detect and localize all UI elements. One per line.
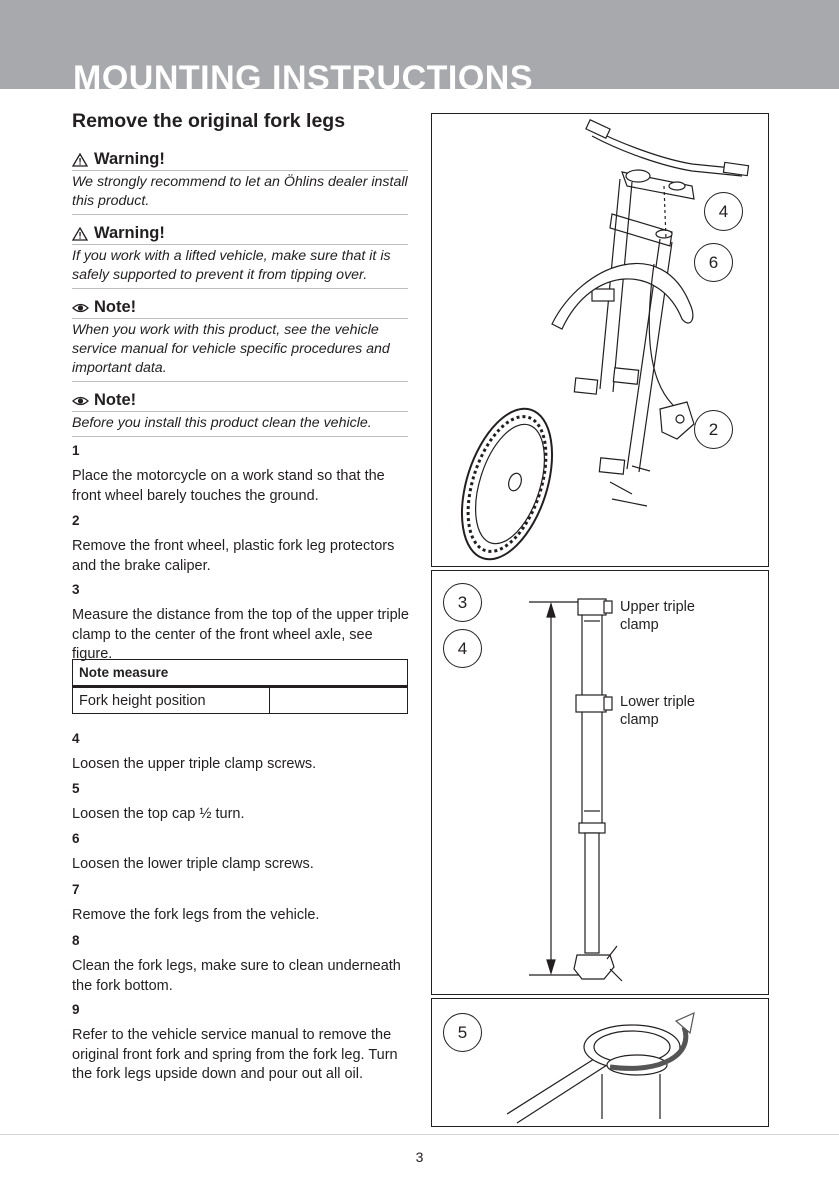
- note-measure-table: [72, 659, 408, 714]
- step: [72, 580, 412, 665]
- header-band: [0, 0, 839, 89]
- step: [72, 829, 412, 875]
- step-number: 3: [72, 582, 80, 597]
- step-text: Remove the front wheel, plastic fork leg protectors and the brake caliper.: [72, 538, 395, 574]
- note-notice: [72, 296, 408, 382]
- step-text: Loosen the upper triple clamp screws.: [72, 756, 317, 772]
- step: [72, 1000, 412, 1085]
- eye-icon: [72, 302, 90, 314]
- step-text: Loosen the lower triple clamp screws.: [72, 856, 314, 872]
- warning-triangle-icon: [72, 153, 90, 167]
- notice-label: Warning!: [94, 150, 165, 168]
- top-cap-illustration: [432, 999, 768, 1126]
- notice-label: Note!: [94, 298, 137, 316]
- step-number: 8: [72, 933, 80, 948]
- upper-triple-clamp-label: Upper triple clamp: [620, 599, 695, 633]
- step-number: 9: [72, 1002, 80, 1017]
- notice-text: We strongly recommend to let an Öhlins dealer install this product.: [72, 171, 408, 215]
- page-title: MOUNTING INSTRUCTIONS: [73, 59, 534, 89]
- step: [72, 511, 412, 576]
- step-number: 5: [72, 781, 80, 796]
- notice-text: When you work with this product, see the vehicle service manual for vehicle specific procedures and important data.: [72, 319, 408, 382]
- warning-notice: [72, 148, 408, 215]
- front-end-illustration: [432, 114, 768, 566]
- warning-triangle-icon: [72, 227, 90, 241]
- warning-notice: [72, 222, 408, 289]
- step: [72, 931, 412, 996]
- step: [72, 880, 412, 926]
- eye-icon: [72, 395, 90, 407]
- step: [72, 441, 412, 506]
- step-number: 6: [72, 831, 80, 846]
- step-text: Place the motorcycle on a work stand so that the front wheel barely touches the ground.: [72, 468, 385, 504]
- callout-2: 2: [694, 410, 733, 449]
- step-text: Refer to the vehicle service manual to remove the original front fork and spring from the fork leg. Turn the fork legs upside down and pour out all oil.: [72, 1027, 398, 1082]
- table-header: Note measure: [73, 660, 408, 686]
- footer-divider: [0, 1134, 839, 1135]
- notice-text: If you work with a lifted vehicle, make sure that it is safely supported to prevent it from tipping over.: [72, 245, 408, 289]
- step-text: Remove the fork legs from the vehicle.: [72, 907, 320, 923]
- section-title: Remove the original fork legs: [72, 110, 346, 132]
- step-number: 7: [72, 882, 80, 897]
- callout-3: 3: [443, 583, 482, 622]
- callout-5: 5: [443, 1013, 482, 1052]
- callout-4: 4: [443, 629, 482, 668]
- top-cap-figure: [431, 998, 769, 1127]
- step: [72, 729, 412, 775]
- step-number: 4: [72, 731, 80, 746]
- step-number: 1: [72, 443, 80, 458]
- note-notice: [72, 389, 408, 437]
- callout-6: 6: [694, 243, 733, 282]
- front-end-figure: [431, 113, 769, 567]
- lower-triple-clamp-label: Lower triple clamp: [620, 694, 695, 728]
- notice-text: Before you install this product clean the vehicle.: [72, 412, 408, 437]
- table-row-value[interactable]: [270, 687, 408, 714]
- step-text: Measure the distance from the top of the upper triple clamp to the center of the front wheel axle, see figure.: [72, 607, 409, 662]
- step-number: 2: [72, 513, 80, 528]
- step: [72, 779, 412, 825]
- step-text: Loosen the top cap ½ turn.: [72, 806, 245, 822]
- notice-label: Warning!: [94, 224, 165, 242]
- notice-label: Note!: [94, 391, 137, 409]
- callout-4: 4: [704, 192, 743, 231]
- fork-leg-illustration: [432, 571, 768, 994]
- table-row-label: Fork height position: [73, 687, 270, 714]
- step-text: Clean the fork legs, make sure to clean underneath the fork bottom.: [72, 958, 401, 994]
- page-number: 3: [415, 1149, 424, 1165]
- fork-leg-figure: [431, 570, 769, 995]
